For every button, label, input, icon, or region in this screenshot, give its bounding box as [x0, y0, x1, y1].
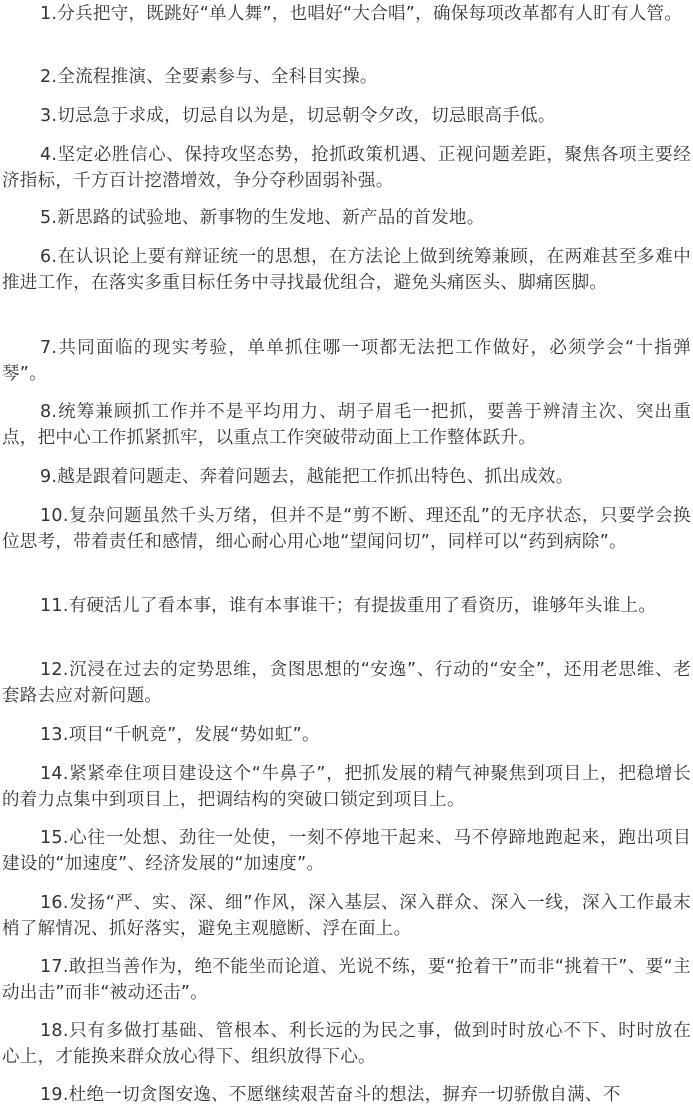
paragraph-4: 4.坚定必胜信心、保持攻坚态势，抢抓政策机遇、正视问题差距，聚焦各项主要经济指标，千方百计挖潜增效，争分夺秒固弱补强。	[2, 145, 691, 191]
paragraph-10: 10.复杂问题虽然千头万绪，但并不是“剪不断、理还乱”的无序状态，只要学会换位思考，带着责任和感情，细心耐心用心地“望闻问切”，同样可以“药到病除”。	[2, 506, 691, 552]
paragraph-16: 16.发扬“严、实、深、细”作风，深入基层、深入群众、深入一线，深入工作最末梢了解情况、抓好落实，避免主观臆断、浮在面上。	[2, 893, 691, 939]
paragraph-6: 6.在认识论上要有辩证统一的思想，在方法论上做到统筹兼顾，在两难甚至多难中推进工作，在落实多重目标任务中寻找最优组合，避免头痛医头、脚痛医脚。	[2, 247, 691, 293]
paragraph-14: 14.紧紧牵住项目建设这个“牛鼻子”，把抓发展的精气神聚焦到项目上，把稳增长的着力点集中到项目上，把调结构的突破口锁定到项目上。	[2, 764, 691, 810]
paragraph-1: 1.分兵把守，既跳好“单人舞”，也唱好“大合唱”，确保每项改革都有人盯有人管。	[40, 4, 683, 24]
paragraph-19: 19.杜绝一切贪图安逸、不愿继续艰苦奋斗的想法，摒弃一切骄傲自满、不	[40, 1085, 621, 1105]
paragraph-3: 3.切忌急于求成，切忌自以为是，切忌朝令夕改，切忌眼高手低。	[40, 106, 556, 126]
paragraph-13: 13.项目“千帆竞”，发展“势如虹”。	[40, 725, 320, 745]
paragraph-8: 8.统筹兼顾抓工作并不是平均用力、胡子眉毛一把抓，要善于辨清主次、突出重点，把中心工作抓紧抓牢，以重点工作突破带动面上工作整体跃升。	[2, 402, 691, 448]
paragraph-12: 12.沉浸在过去的定势思维，贪图思想的“安逸”、行动的“安全”，还用老思维、老套路去应对新问题。	[2, 660, 691, 706]
paragraph-5: 5.新思路的试验地、新事物的生发地、新产品的首发地。	[40, 208, 485, 228]
paragraph-11: 11.有硬活儿了看本事，谁有本事谁干；有提拔重用了看资历，谁够年头谁上。	[40, 596, 657, 616]
paragraph-9: 9.越是跟着问题走、奔着问题去，越能把工作抓出特色、抓出成效。	[40, 467, 574, 487]
paragraph-7: 7.共同面临的现实考验，单单抓住哪一项都无法把工作做好，必须学会“十指弹琴”。	[2, 338, 691, 384]
paragraph-2: 2.全流程推演、全要素参与、全科目实操。	[40, 67, 378, 87]
paragraph-18: 18.只有多做打基础、管根本、利长远的为民之事，做到时时放心不下、时时放在心上，才能换来群众放心得下、组织放得下心。	[2, 1021, 691, 1067]
paragraph-17: 17.敢担当善作为，绝不能坐而论道、光说不练，要“抢着干”而非“挑着干”、要“主动出击”而非“被动还击”。	[2, 957, 691, 1003]
paragraph-15: 15.心往一处想、劲往一处使，一刻不停地干起来、马不停蹄地跑起来，跑出项目建设的“加速度”、经济发展的“加速度”。	[2, 828, 691, 874]
